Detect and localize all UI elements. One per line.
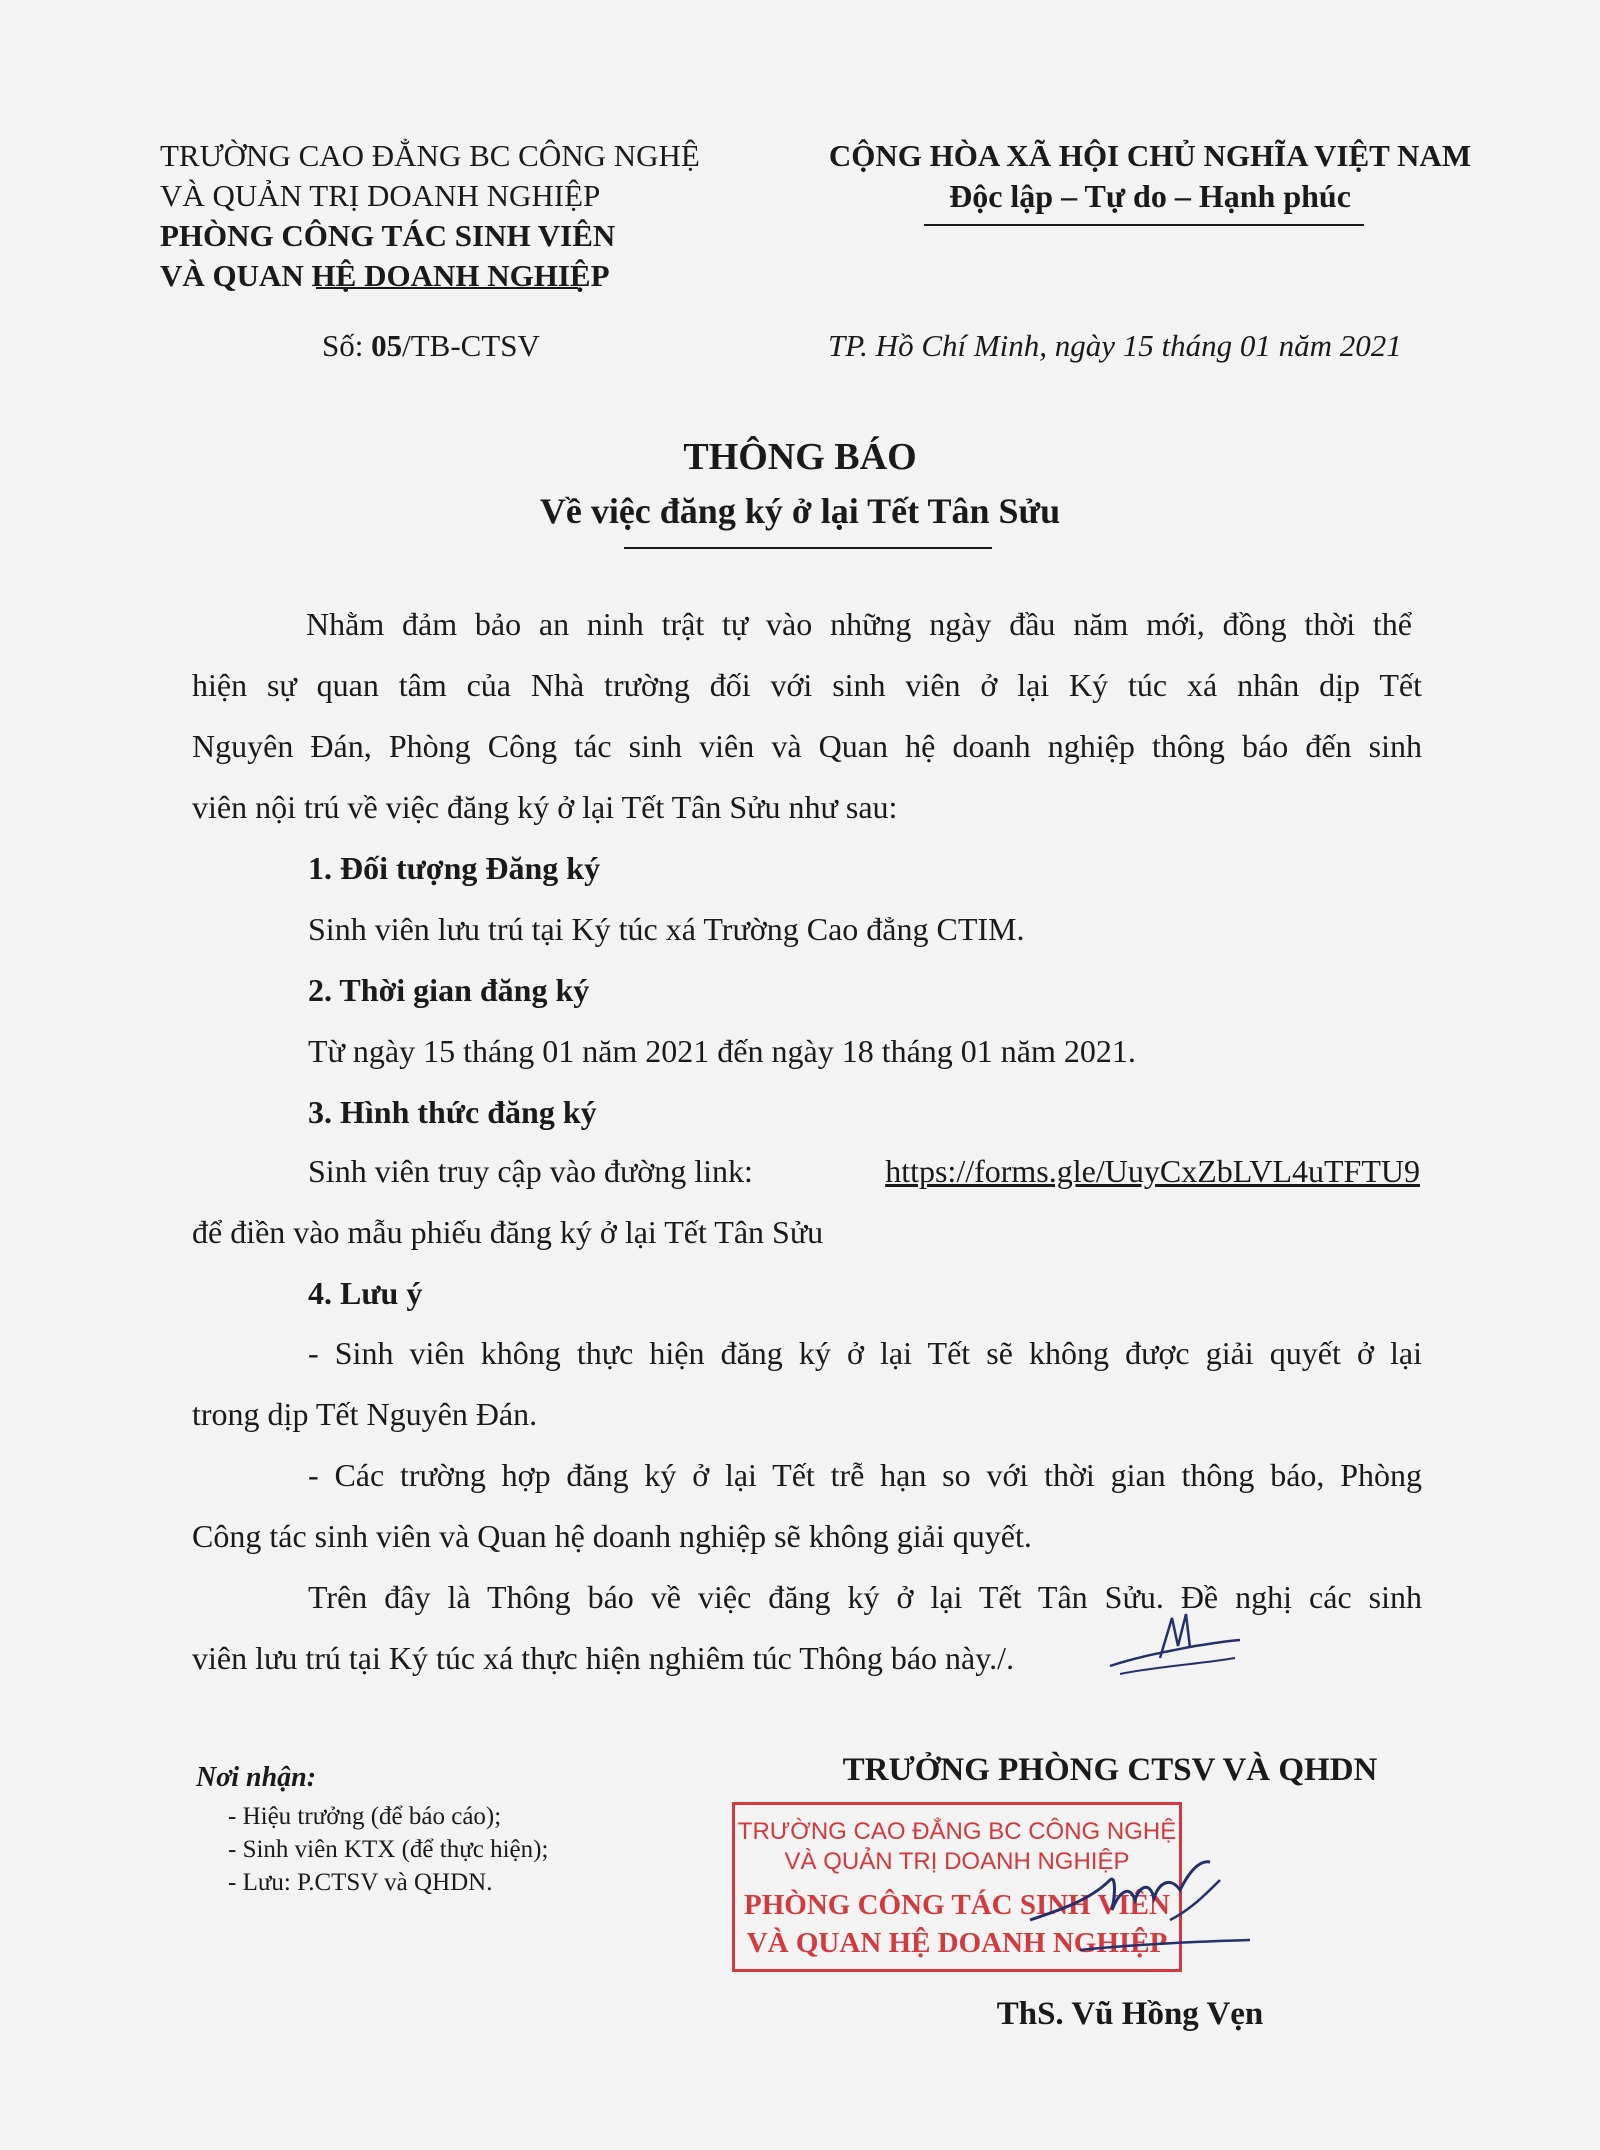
doc-number	[322, 326, 540, 366]
initial-signature	[1100, 1596, 1250, 1686]
section-1-heading: 1. Đối tượng Đăng ký	[308, 850, 601, 886]
intro-line-3: Nguyên Đán, Phòng Công tác sinh viên và Quan hệ doanh nghiệp thông báo đến sinh	[192, 728, 1422, 764]
title-underline	[624, 547, 992, 549]
header-right	[800, 136, 1500, 216]
intro-line-2: hiện sự quan tâm của Nhà trường đối với sinh viên ở lại Ký túc xá nhân dịp Tết	[192, 667, 1422, 703]
country-motto: Độc lập – Tự do – Hạnh phúc	[949, 178, 1351, 214]
org-name-line2: VÀ QUẢN TRỊ DOANH NGHIỆP	[160, 178, 601, 213]
recipient-item: - Sinh viên KTX (để thực hiện);	[228, 1836, 549, 1863]
note-2-line-1: - Các trường hợp đăng ký ở lại Tết trễ hạn so với thời gian thông báo, Phòng	[308, 1457, 1422, 1493]
recipients-label: Nơi nhận:	[196, 1762, 317, 1793]
place-date: TP. Hồ Chí Minh, ngày 15 tháng 01 năm 2021	[828, 328, 1402, 363]
stamp-line-2: VÀ QUẢN TRỊ DOANH NGHIỆP	[784, 1848, 1130, 1875]
section-1-text: Sinh viên lưu trú tại Ký túc xá Trường Cao đẳng CTIM.	[308, 911, 1025, 947]
section-2-text: Từ ngày 15 tháng 01 năm 2021 đến ngày 18 tháng 01 năm 2021.	[308, 1033, 1136, 1069]
section-3-text-prefix: Sinh viên truy cập vào đường link:	[308, 1153, 753, 1189]
org-name-line1: TRƯỜNG CAO ĐẲNG BC CÔNG NGHỆ	[160, 138, 700, 173]
note-2-line-2: Công tác sinh viên và Quan hệ doanh nghiệp sẽ không giải quyết.	[192, 1518, 1032, 1554]
dept-name-line1: PHÒNG CÔNG TÁC SINH VIÊN	[160, 218, 616, 253]
doc-title: THÔNG BÁO	[683, 436, 917, 478]
section-3-heading: 3. Hình thức đăng ký	[308, 1094, 597, 1130]
section-3-text-cont: để điền vào mẫu phiếu đăng ký ở lại Tết Tân Sửu	[192, 1214, 824, 1250]
doc-number-prefix: Số:	[322, 328, 364, 363]
stamp-line-4: VÀ QUAN HỆ DOANH NGHIỆP	[746, 1927, 1168, 1959]
stamp-line-1: TRƯỜNG CAO ĐẲNG BC CÔNG NGHỆ	[737, 1818, 1177, 1845]
intro-line-1: Nhằm đảm bảo an ninh trật tự vào những ngày đầu năm mới, đồng thời thể	[306, 606, 1412, 642]
registration-form-link[interactable]: https://forms.gle/UuyCxZbLVL4uTFTU9	[885, 1153, 1420, 1189]
intro-line-4: viên nội trú về việc đăng ký ở lại Tết Tân Sửu như sau:	[192, 789, 898, 825]
section-3-text	[308, 1153, 1420, 1190]
closing-line-1: Trên đây là Thông báo về việc đăng ký ở lại Tết Tân Sửu. Đề nghị các sinh	[308, 1579, 1422, 1615]
doc-number-value: 05	[371, 328, 403, 363]
motto-underline	[924, 224, 1364, 226]
header-left	[160, 136, 700, 296]
handwritten-signature	[1020, 1850, 1260, 1970]
section-2-heading: 2. Thời gian đăng ký	[308, 972, 590, 1008]
note-1-line-2: trong dịp Tết Nguyên Đán.	[192, 1396, 538, 1432]
dept-name-line2: VÀ QUAN HỆ DOANH NGHIỆP	[160, 258, 610, 293]
recipients-list	[228, 1800, 548, 1899]
section-4-heading: 4. Lưu ý	[308, 1275, 423, 1311]
signatory-title: TRƯỞNG PHÒNG CTSV VÀ QHDN	[842, 1752, 1378, 1788]
signatory-name: ThS. Vũ Hồng Vẹn	[996, 1996, 1264, 2032]
country-name: CỘNG HÒA XÃ HỘI CHỦ NGHĨA VIỆT NAM	[828, 138, 1472, 173]
doc-subtitle: Về việc đăng ký ở lại Tết Tân Sửu	[539, 491, 1061, 531]
note-1-line-1: - Sinh viên không thực hiện đăng ký ở lại Tết sẽ không được giải quyết ở lại	[308, 1335, 1422, 1371]
recipient-item: - Lưu: P.CTSV và QHDN.	[228, 1869, 493, 1896]
header-left-underline	[316, 287, 578, 289]
doc-number-suffix: /TB-CTSV	[402, 328, 540, 363]
stamp-line-3: PHÒNG CÔNG TÁC SINH VIÊN	[744, 1889, 1170, 1921]
recipient-item: - Hiệu trưởng (để báo cáo);	[228, 1803, 502, 1830]
closing-line-2: viên lưu trú tại Ký túc xá thực hiện nghiêm túc Thông báo này./.	[192, 1640, 1015, 1676]
